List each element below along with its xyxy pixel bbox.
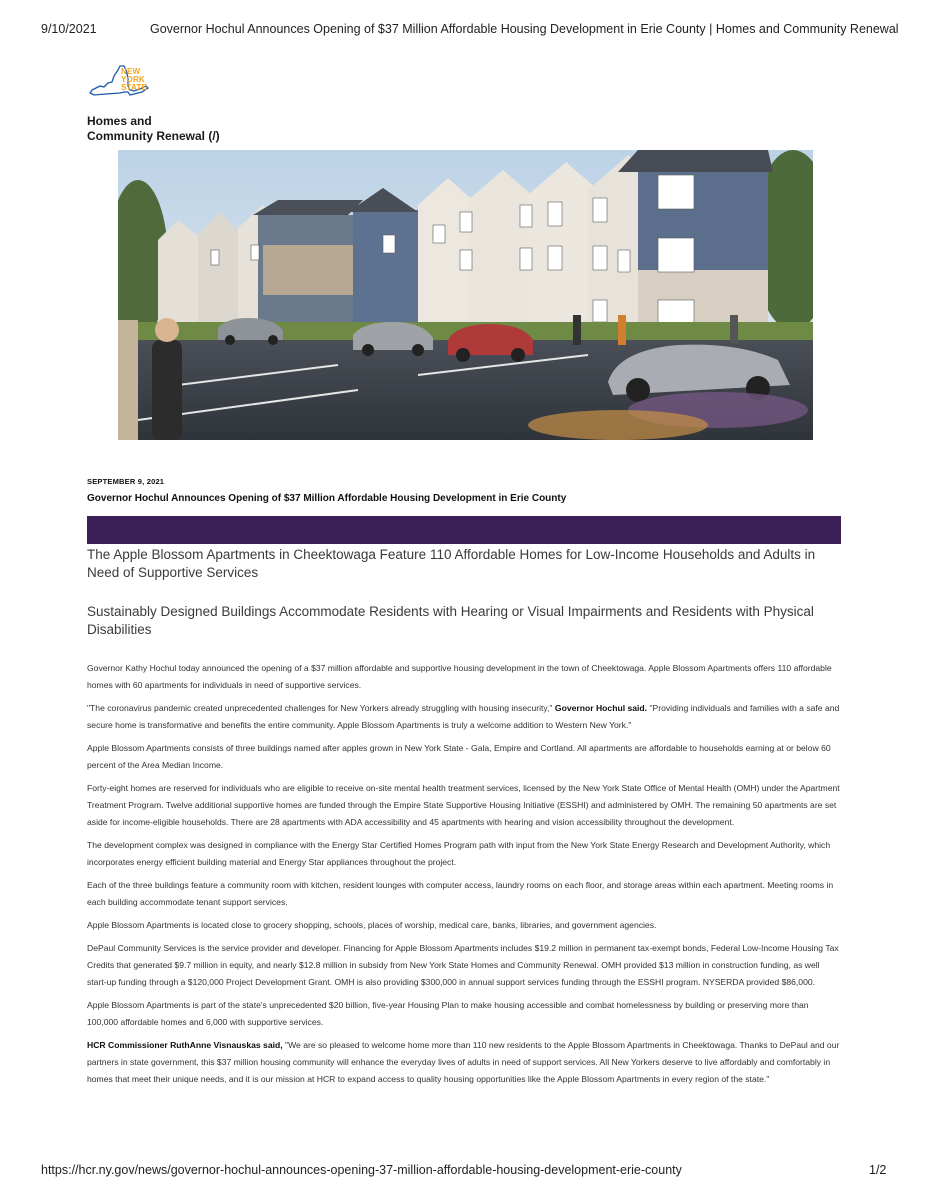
- paragraph-financing: DePaul Community Services is the service provider and developer. Financing for Apple Blossom Apartments includes $19.2 million in permanent tax-exempt bonds, Federal Low-Income Housing Tax Credits that generated $9.7 million in equity, and nearly $12.8 million in subsidy from New York State Homes and Community Renewal. OMH provided $13 million in construction funding, as well start-up funding through a $120,000 Project Development Grant. OMH is also providing $300,000 in annual support services funding through the ESSHI program. NYSERDA provided $86,000.: [87, 943, 839, 987]
- article-headline: Governor Hochul Announces Opening of $37 Million Affordable Housing Development in Erie County: [87, 493, 567, 504]
- paragraph-buildings: Apple Blossom Apartments consists of three buildings named after apples grown in New York State - Gala, Empire and Cortland. All apartments are affordable to households earning at or below 60 percent of the Area Median Income.: [87, 743, 831, 770]
- logo-line-york: YORK: [121, 75, 145, 84]
- paragraph-governor-quote: [87, 700, 840, 734]
- paragraph-commissioner-quote: [87, 1037, 840, 1088]
- quote-speaker-governor: Governor Hochul said.: [554, 703, 648, 713]
- quote-speaker-commissioner: HCR Commissioner RuthAnne Visnauskas said,: [87, 1040, 283, 1050]
- article-subhead-2: Sustainably Designed Buildings Accommodate Residents with Hearing or Visual Impairments and Residents with Physical Disabilities: [87, 604, 814, 637]
- article-body: [87, 660, 840, 1094]
- print-footer: [0, 1160, 927, 1182]
- article-subhead-1: The Apple Blossom Apartments in Cheektowaga Feature 110 Affordable Homes for Low-Income Households and Adults in Need of Supportive Services: [87, 547, 816, 580]
- article-date: SEPTEMBER 9, 2021: [87, 477, 165, 486]
- site-brand[interactable]: [87, 114, 220, 144]
- commissioner-quote-text: "We are so pleased to welcome home more than 110 new residents to the Apple Blossom Apartments in Cheektowaga. Thanks to DePaul and our partners in state government, this $37 million housing community will enhance the everyday lives of adults in need of support services. All New Yorkers deserve to live affordably and comfortably in homes that meet their unique needs, and it is our mission at HCR to expand access to quality housing opportunities like the Apple Blossom Apartments in every region of the state.": [87, 1040, 840, 1084]
- paragraph-energy-star: The development complex was designed in compliance with the Energy Star Certified Homes Program path with input from the New York State Energy Research and Development Authority, which incorporates energy efficient building material and Energy Star appliances throughout the project.: [87, 840, 831, 867]
- paragraph-intro: Governor Kathy Hochul today announced the opening of a $37 million affordable and supportive housing development in the town of Cheektowaga. Apple Blossom Apartments offers 110 affordable homes with 60 apartments for individuals in need of supportive services.: [87, 663, 832, 690]
- quote-text-1: "The coronavirus pandemic created unprecedented challenges for New Yorkers already struggling with housing insecurity,": [87, 703, 553, 713]
- print-header: [0, 0, 927, 40]
- logo-line-new: NEW: [121, 67, 141, 76]
- apartment-building-photo: [118, 150, 813, 440]
- paragraph-supportive-homes: Forty-eight homes are reserved for individuals who are eligible to receive on-site mental health treatment services, licensed by the New York State Office of Mental Health (OMH) under the Apartment Treatment Program. Twelve additional supportive homes are funded through the Empire State Supportive Housing Initiative (ESSHI) and administered by OMH. The remaining 50 apartments are set aside for income-eligible households. There are 28 apartments with ADA accessibility and 45 apartments with hearing and vision accessibility throughout the development.: [87, 783, 840, 827]
- accent-banner: [87, 516, 841, 544]
- logo-line-state: STATE: [121, 83, 148, 92]
- paragraph-amenities: Each of the three buildings feature a community room with kitchen, resident lounges with computer access, laundry rooms on each floor, and storage areas within each apartment. Meeting rooms in each building accommodate tenant support services.: [87, 880, 834, 907]
- brand-line-1: Homes and: [87, 114, 152, 128]
- quote-text-2: "Providing individuals and families with a safe and secure home is transformative and benefits the entire community. Apple Blossom Apartments is truly a welcome addition to Western New York.": [87, 703, 840, 730]
- print-date: 9/10/2021: [41, 22, 97, 36]
- page-number: 1/2: [869, 1163, 887, 1177]
- hero-image: [118, 150, 813, 440]
- new-york-state-logo[interactable]: [86, 64, 156, 106]
- logo-wordmark: [121, 68, 147, 92]
- print-page-title: Governor Hochul Announces Opening of $37 Million Affordable Housing Development in Erie County | Homes and Community Renewal: [150, 22, 899, 36]
- paragraph-housing-plan: Apple Blossom Apartments is part of the state's unprecedented $20 billion, five-year Housing Plan to make housing accessible and combat homelessness by building or preserving more than 100,000 affordable homes and 6,000 with supportive services.: [87, 1000, 809, 1027]
- brand-home-link[interactable]: Community Renewal (/): [87, 129, 220, 143]
- paragraph-location: Apple Blossom Apartments is located close to grocery shopping, schools, places of worship, medical care, banks, libraries, and government agencies.: [87, 920, 657, 930]
- page-url: https://hcr.ny.gov/news/governor-hochul-announces-opening-37-million-affordable-housing-development-erie-county: [41, 1163, 682, 1177]
